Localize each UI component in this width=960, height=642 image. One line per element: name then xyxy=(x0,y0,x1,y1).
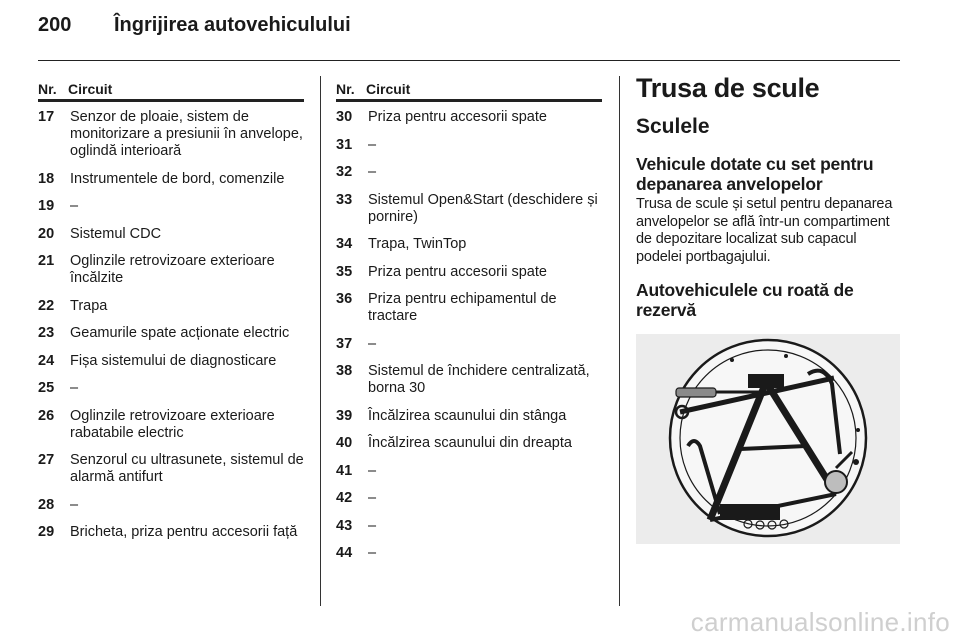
circuit-number: 32 xyxy=(336,164,353,180)
circuit-description: – xyxy=(70,496,79,513)
circuit-number: 36 xyxy=(336,291,353,307)
circuit-number: 41 xyxy=(336,462,353,479)
circuit-description: Priza pentru echipamentul de tractare xyxy=(368,291,557,324)
table-row xyxy=(38,452,304,486)
circuit-number: 38 xyxy=(336,363,353,379)
circuit-description: – xyxy=(70,380,79,396)
circuit-description: Priza pentru accesorii spate xyxy=(368,109,547,125)
circuit-number: 35 xyxy=(336,263,353,280)
circuit-description: Sistemul Open&Start (deschidere și pornire) xyxy=(368,191,598,225)
circuit-description: – xyxy=(368,335,377,352)
circuit-number: 23 xyxy=(38,325,55,341)
heading-tyre-repair-kit: Vehicule dotate cu set pentru depanarea anvelopelor xyxy=(636,154,874,194)
circuit-number: 30 xyxy=(336,109,353,125)
circuit-number: 33 xyxy=(336,191,353,208)
circuit-description: Încălzirea scaunului din stânga xyxy=(368,407,567,424)
circuit-description: Priza pentru accesorii spate xyxy=(368,263,547,280)
page-title: Îngrijirea autovehiculului xyxy=(114,14,351,36)
table-row xyxy=(38,109,304,160)
column-header-circuit: Circuit xyxy=(366,81,411,97)
circuit-description: Trapa xyxy=(70,297,108,314)
table-row xyxy=(336,363,602,397)
circuit-number: 27 xyxy=(38,452,55,468)
section-title: Trusa de scule xyxy=(636,73,820,103)
circuit-number: 19 xyxy=(38,198,55,214)
circuit-number: 26 xyxy=(38,407,55,424)
table-header xyxy=(38,80,304,102)
section-subtitle: Sculele xyxy=(636,115,710,138)
circuit-description: Trapa, TwinTop xyxy=(368,236,467,252)
table-row xyxy=(38,408,304,442)
circuit-number: 29 xyxy=(38,524,55,540)
spare-wheel-tools-illustration xyxy=(636,334,900,544)
paragraph-tyre-repair-kit: Trusa de scule și setul pentru depanarea anvelopelor se află într-un compartiment de depozitare localizat sub capacul podelei portbagajului. xyxy=(636,196,893,265)
circuit-description: – xyxy=(368,462,377,479)
table-row xyxy=(38,171,304,188)
circuit-number: 22 xyxy=(38,297,55,314)
table-row xyxy=(38,325,304,342)
circuit-description: Oglinzile retrovizoare exterioare rabatabile electric xyxy=(70,407,275,441)
circuit-description: – xyxy=(368,517,377,534)
table-row xyxy=(336,490,602,507)
circuit-description: Fișa sistemului de diagnosticare xyxy=(70,352,277,369)
circuit-description: – xyxy=(368,545,377,561)
circuit-description: – xyxy=(368,164,377,180)
circuit-number: 28 xyxy=(38,496,55,513)
circuit-number: 44 xyxy=(336,545,353,561)
circuit-description: Instrumentele de bord, comenzile xyxy=(70,170,285,187)
circuit-number: 34 xyxy=(336,236,353,252)
circuit-number: 31 xyxy=(336,136,353,153)
table-row xyxy=(336,109,602,126)
column-header-nr: Nr. xyxy=(38,81,57,97)
watermark: carmanualsonline.info xyxy=(690,607,950,637)
circuit-description: – xyxy=(368,490,377,506)
circuit-number: 39 xyxy=(336,407,353,424)
heading-spare-wheel: Autovehiculele cu roată de rezervă xyxy=(636,280,854,320)
circuit-description: Încălzirea scaunului din dreapta xyxy=(368,435,572,451)
spare-wheel-tools-drawing xyxy=(636,334,900,544)
circuit-description: Geamurile spate acționate electric xyxy=(70,325,290,341)
column-divider xyxy=(320,76,321,606)
page-header xyxy=(38,14,351,44)
circuit-number: 37 xyxy=(336,335,353,352)
circuit-number: 43 xyxy=(336,517,353,534)
table-row xyxy=(38,198,304,215)
table-row xyxy=(336,264,602,281)
column-header-circuit: Circuit xyxy=(68,81,113,97)
table-row xyxy=(336,192,602,226)
circuit-number: 24 xyxy=(38,352,55,369)
circuit-number: 25 xyxy=(38,380,55,396)
table-row xyxy=(336,408,602,425)
table-row xyxy=(38,524,304,541)
table-row xyxy=(38,298,304,315)
table-row xyxy=(336,435,602,452)
header-divider xyxy=(38,60,900,61)
table-row xyxy=(336,336,602,353)
circuit-number: 40 xyxy=(336,435,353,451)
table-header xyxy=(336,80,602,102)
table-row xyxy=(38,253,304,287)
circuit-description: Senzor de ploaie, sistem de monitorizare a presiunii în anvelope, oglindă interioară xyxy=(70,109,303,159)
table-row xyxy=(336,137,602,154)
table-row xyxy=(336,545,602,562)
circuit-number: 18 xyxy=(38,170,55,187)
circuit-description: Sistemul CDC xyxy=(70,225,162,242)
table-row xyxy=(38,380,304,397)
column-header-nr: Nr. xyxy=(336,81,355,97)
table-row xyxy=(38,353,304,370)
table-row xyxy=(336,291,602,325)
table-row xyxy=(336,236,602,253)
column-divider xyxy=(619,76,620,606)
circuit-description: Oglinzile retrovizoare exterioare încălzite xyxy=(70,253,275,286)
toolkit-section xyxy=(636,72,902,544)
circuit-description: – xyxy=(70,198,79,214)
circuit-number: 21 xyxy=(38,253,55,269)
fuse-table-right xyxy=(336,80,602,573)
circuit-description: Senzorul cu ultrasunete, sistemul de alarmă antifurt xyxy=(70,452,304,485)
circuit-description: Bricheta, priza pentru accesorii față xyxy=(70,524,298,540)
fuse-table-left xyxy=(38,80,304,552)
page-number: 200 xyxy=(38,14,72,36)
circuit-number: 20 xyxy=(38,225,55,242)
circuit-description: Sistemul de închidere centralizată, borna 30 xyxy=(368,363,590,396)
table-row xyxy=(336,518,602,535)
table-row xyxy=(38,497,304,514)
table-row xyxy=(38,226,304,243)
circuit-number: 17 xyxy=(38,109,55,125)
circuit-description: – xyxy=(368,136,377,153)
circuit-number: 42 xyxy=(336,490,353,506)
table-row xyxy=(336,463,602,480)
table-row xyxy=(336,164,602,181)
